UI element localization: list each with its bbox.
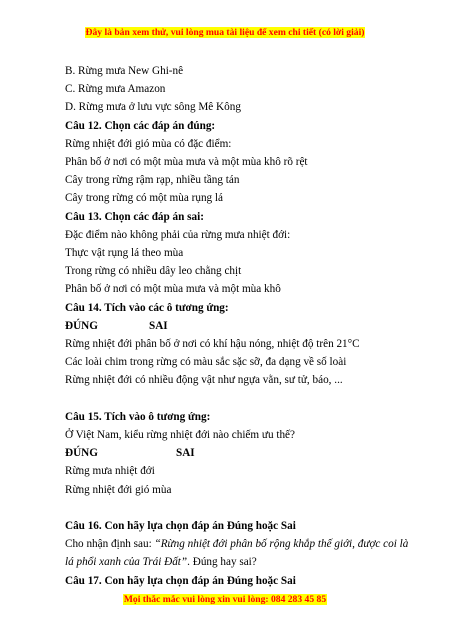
false-column-header: SAI — [149, 319, 168, 332]
preview-notice-banner: Đây là bản xem thử, vui lòng mua tài liệu để xem chi tiết (có lời giải) — [85, 27, 365, 38]
option-b: B. Rừng mưa New Ghi-nê — [65, 65, 184, 77]
option-d: D. Rừng mưa ở lưu vực sông Mê Kông — [65, 101, 241, 114]
question-13-title: Câu 13. Chọn các đáp án sai: — [65, 210, 204, 223]
question-16-title: Câu 16. Con hãy lựa chọn đáp án Đúng hoặc Sai — [65, 520, 296, 533]
question-13-stem: Đặc điểm nào không phải của rừng mưa nhiệt đới: — [65, 228, 291, 241]
question-12-choice[interactable]: Cây trong rừng có một mùa rụng lá — [65, 192, 223, 205]
question-14-column-headers — [65, 317, 410, 335]
question-13-choice[interactable]: Trong rừng có nhiều dây leo chằng chịt — [65, 265, 242, 278]
question-15-stem: Ở Việt Nam, kiểu rừng nhiệt đới nào chiếm ưu thế? — [65, 429, 295, 442]
question-16-suffix: . Đúng hay sai? — [187, 556, 257, 569]
contact-banner: Mọi thắc mắc vui lòng xin vui lòng: 084 283 45 85 — [123, 594, 327, 605]
false-column-header: SAI — [176, 447, 195, 460]
question-15-column-headers — [65, 444, 410, 462]
option-c: C. Rừng mưa Amazon — [65, 83, 166, 96]
question-13-choice[interactable]: Thực vật rụng lá theo mùa — [65, 247, 184, 260]
question-12-choice[interactable]: Cây trong rừng rậm rạp, nhiều tầng tán — [65, 174, 240, 187]
question-12-choice[interactable]: Phân bố ở nơi có một mùa mưa và một mùa khô rõ rệt — [65, 156, 308, 169]
question-14-statement[interactable]: Rừng nhiệt đới có nhiều động vật như ngựa vằn, sư tử, báo, ... — [65, 374, 343, 387]
true-column-header: ĐÚNG — [65, 447, 98, 460]
spacer — [65, 390, 410, 408]
spacer — [65, 499, 410, 517]
question-13-choice[interactable]: Phân bố ở nơi có một mùa mưa và một mùa khô — [65, 283, 281, 296]
question-12-stem: Rừng nhiệt đới gió mùa có đặc điểm: — [65, 137, 232, 150]
question-15-title: Câu 15. Tích vào ô tương ứng: — [65, 410, 211, 423]
question-15-statement[interactable]: Rừng mưa nhiệt đới — [65, 465, 155, 478]
question-15-statement[interactable]: Rừng nhiệt đới gió mùa — [65, 483, 172, 496]
question-14-statement[interactable]: Các loài chim trong rừng có màu sắc sặc sỡ, đa dạng về số loài — [65, 356, 347, 369]
question-12-title: Câu 12. Chọn các đáp án đúng: — [65, 119, 216, 132]
question-14-statement[interactable]: Rừng nhiệt đới phân bố ở nơi có khí hậu nóng, nhiệt độ trên 21°C — [65, 338, 360, 351]
question-16-stem — [65, 535, 410, 571]
document-body — [65, 62, 410, 590]
question-16-prefix: Cho nhận định sau: — [65, 538, 155, 551]
question-16-quote: “Rừng nhiệt đới phân bố rộng khắp thế giới, được coi là lá phổi xanh của Trái Đất” — [65, 538, 409, 569]
question-17-title: Câu 17. Con hãy lựa chọn đáp án Đúng hoặc Sai — [65, 574, 296, 587]
question-14-title: Câu 14. Tích vào các ô tương ứng: — [65, 301, 229, 314]
true-column-header: ĐÚNG — [65, 319, 98, 332]
